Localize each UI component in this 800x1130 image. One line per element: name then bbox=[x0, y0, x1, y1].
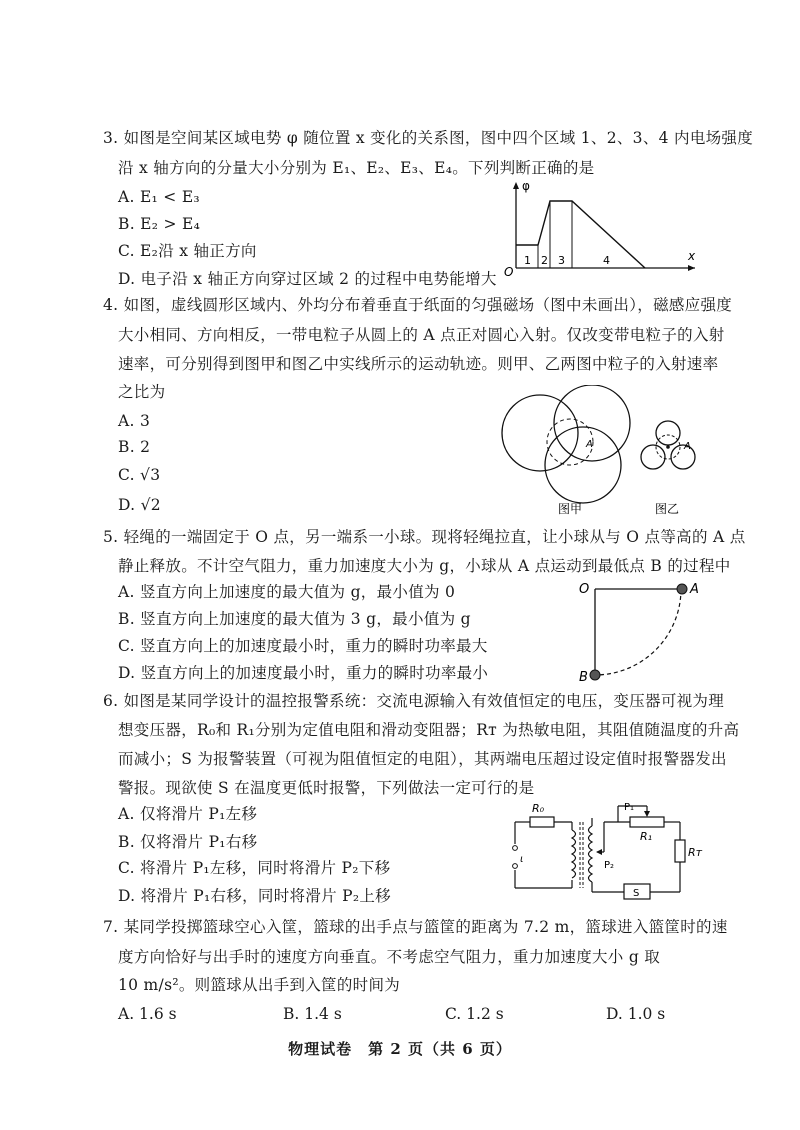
page-footer: 物理试卷 第 2 页（共 6 页） bbox=[288, 1040, 512, 1058]
q6-circuit-diagram bbox=[500, 800, 710, 905]
q6-option-a: A. 仅将滑片 P₁左移 bbox=[118, 805, 258, 823]
svg-text:ι: ι bbox=[520, 854, 524, 865]
q7-option-a: A. 1.6 s bbox=[118, 1005, 177, 1023]
q3-potential-graph bbox=[500, 178, 700, 278]
graph-origin-label: O bbox=[504, 265, 514, 278]
q5-stem-line2: 静止释放。不计空气阻力，重力加速度大小为 g，小球从 A 点运动到最低点 B 的过程中 bbox=[118, 557, 731, 575]
q7-option-c: C. 1.2 s bbox=[445, 1005, 504, 1023]
q6-option-b: B. 仅将滑片 P₁右移 bbox=[118, 833, 258, 851]
circuit-r0-label: R₀ bbox=[532, 802, 545, 815]
q5-option-d: D. 竖直方向上的加速度最小时，重力的瞬时功率最小 bbox=[118, 664, 489, 682]
fig2-a-label: A bbox=[684, 441, 691, 452]
q7-stem-line1: 7. 某同学投掷篮球空心入筐，篮球的出手点与篮筐的距离为 7.2 m，篮球进入篮筐时的速 bbox=[103, 918, 728, 936]
q3-option-b: B. E₂ > E₄ bbox=[118, 215, 201, 233]
q3-stem-line2: 沿 x 轴方向的分量大小分别为 E₁、E₂、E₃、E₄。下列判断正确的是 bbox=[118, 159, 595, 177]
circuit-rt-label: Rᴛ bbox=[688, 846, 703, 859]
fig1-a-label: A bbox=[586, 439, 593, 450]
q7-stem-line3: 10 m/s²。则篮球从出手到入筐的时间为 bbox=[118, 976, 401, 994]
region-4-label: 4 bbox=[603, 254, 610, 267]
q5-option-a: A. 竖直方向上加速度的最大值为 g，最小值为 0 bbox=[118, 583, 456, 601]
q4-option-d: D. √2 bbox=[118, 496, 161, 514]
fig2-caption: 图乙 bbox=[655, 502, 680, 516]
pendulum-o-label: O bbox=[579, 582, 590, 597]
circuit-p1-label: P₁ bbox=[624, 802, 635, 813]
q6-stem-line1: 6. 如图是某同学设计的温控报警系统：交流电源输入有效值恒定的电压，变压器可视为理 bbox=[103, 692, 725, 710]
q3-option-a: A. E₁ < E₃ bbox=[118, 188, 200, 206]
q4-stem-line1: 4. 如图，虚线圆形区域内、外均分布着垂直于纸面的匀强磁场（图中未画出），磁感应强度 bbox=[103, 296, 733, 314]
q4-stem-line3: 速率，可分别得到图甲和图乙中实线所示的运动轨迹。则甲、乙两图中粒子的入射速率 bbox=[118, 355, 719, 373]
q4-stem-line2: 大小相同、方向相反，一带电粒子从圆上的 A 点正对圆心入射。仅改变带电粒子的入射 bbox=[118, 326, 725, 344]
q4-stem-line4: 之比为 bbox=[118, 383, 166, 401]
pendulum-a-label: A bbox=[690, 582, 699, 597]
q6-stem-line4: 警报。现欲使 S 在温度更低时报警，下列做法一定可行的是 bbox=[118, 779, 535, 797]
fig1-caption: 图甲 bbox=[558, 502, 583, 516]
q4-option-a: A. 3 bbox=[118, 412, 151, 430]
q6-option-d: D. 将滑片 P₁右移，同时将滑片 P₂上移 bbox=[118, 887, 391, 905]
q7-option-d: D. 1.0 s bbox=[606, 1005, 666, 1023]
q6-stem-line3: 而减小；S 为报警装置（可视为阻值恒定的电阻），其两端电压超过设定值时报警器发出 bbox=[118, 750, 727, 768]
q4-option-b: B. 2 bbox=[118, 438, 151, 456]
region-3-label: 3 bbox=[558, 254, 565, 267]
q5-option-b: B. 竖直方向上加速度的最大值为 3 g，最小值为 g bbox=[118, 610, 471, 628]
q5-pendulum-figure bbox=[575, 575, 710, 687]
q7-stem-line2: 度方向恰好与出手时的速度方向垂直。不考虑空气阻力，重力加速度大小 g 取 bbox=[118, 948, 661, 966]
region-2-label: 2 bbox=[541, 254, 548, 267]
q7-option-b: B. 1.4 s bbox=[283, 1005, 342, 1023]
q4-trajectory-figures bbox=[490, 385, 730, 520]
q5-stem-line1: 5. 轻绳的一端固定于 O 点，另一端系一小球。现将轻绳拉直，让小球从与 O 点等高的 A 点 bbox=[103, 528, 746, 546]
graph-phi-label: φ bbox=[522, 179, 530, 193]
q3-option-d: D. 电子沿 x 轴正方向穿过区域 2 的过程中电势能增大 bbox=[118, 270, 497, 288]
q6-stem-line2: 想变压器，R₀和 R₁分别为定值电阻和滑动变阻器；Rᴛ 为热敏电阻，其阻值随温度的升高 bbox=[118, 721, 740, 739]
circuit-p2-label: P₂ bbox=[604, 860, 615, 871]
circuit-r1-label: R₁ bbox=[640, 830, 653, 843]
q5-option-c: C. 竖直方向上的加速度最小时，重力的瞬时功率最大 bbox=[118, 637, 488, 655]
q4-option-c: C. √3 bbox=[118, 466, 161, 484]
region-1-label: 1 bbox=[524, 254, 531, 267]
graph-x-label: x bbox=[688, 249, 696, 263]
q6-option-c: C. 将滑片 P₁左移，同时将滑片 P₂下移 bbox=[118, 859, 391, 877]
q3-option-c: C. E₂沿 x 轴正方向 bbox=[118, 242, 257, 260]
q3-stem-line1: 3. 如图是空间某区域电势 φ 随位置 x 变化的关系图，图中四个区域 1、2、3、4 内电场强度 bbox=[103, 129, 754, 147]
circuit-s-label: S bbox=[633, 888, 640, 899]
pendulum-b-label: B bbox=[579, 670, 588, 685]
